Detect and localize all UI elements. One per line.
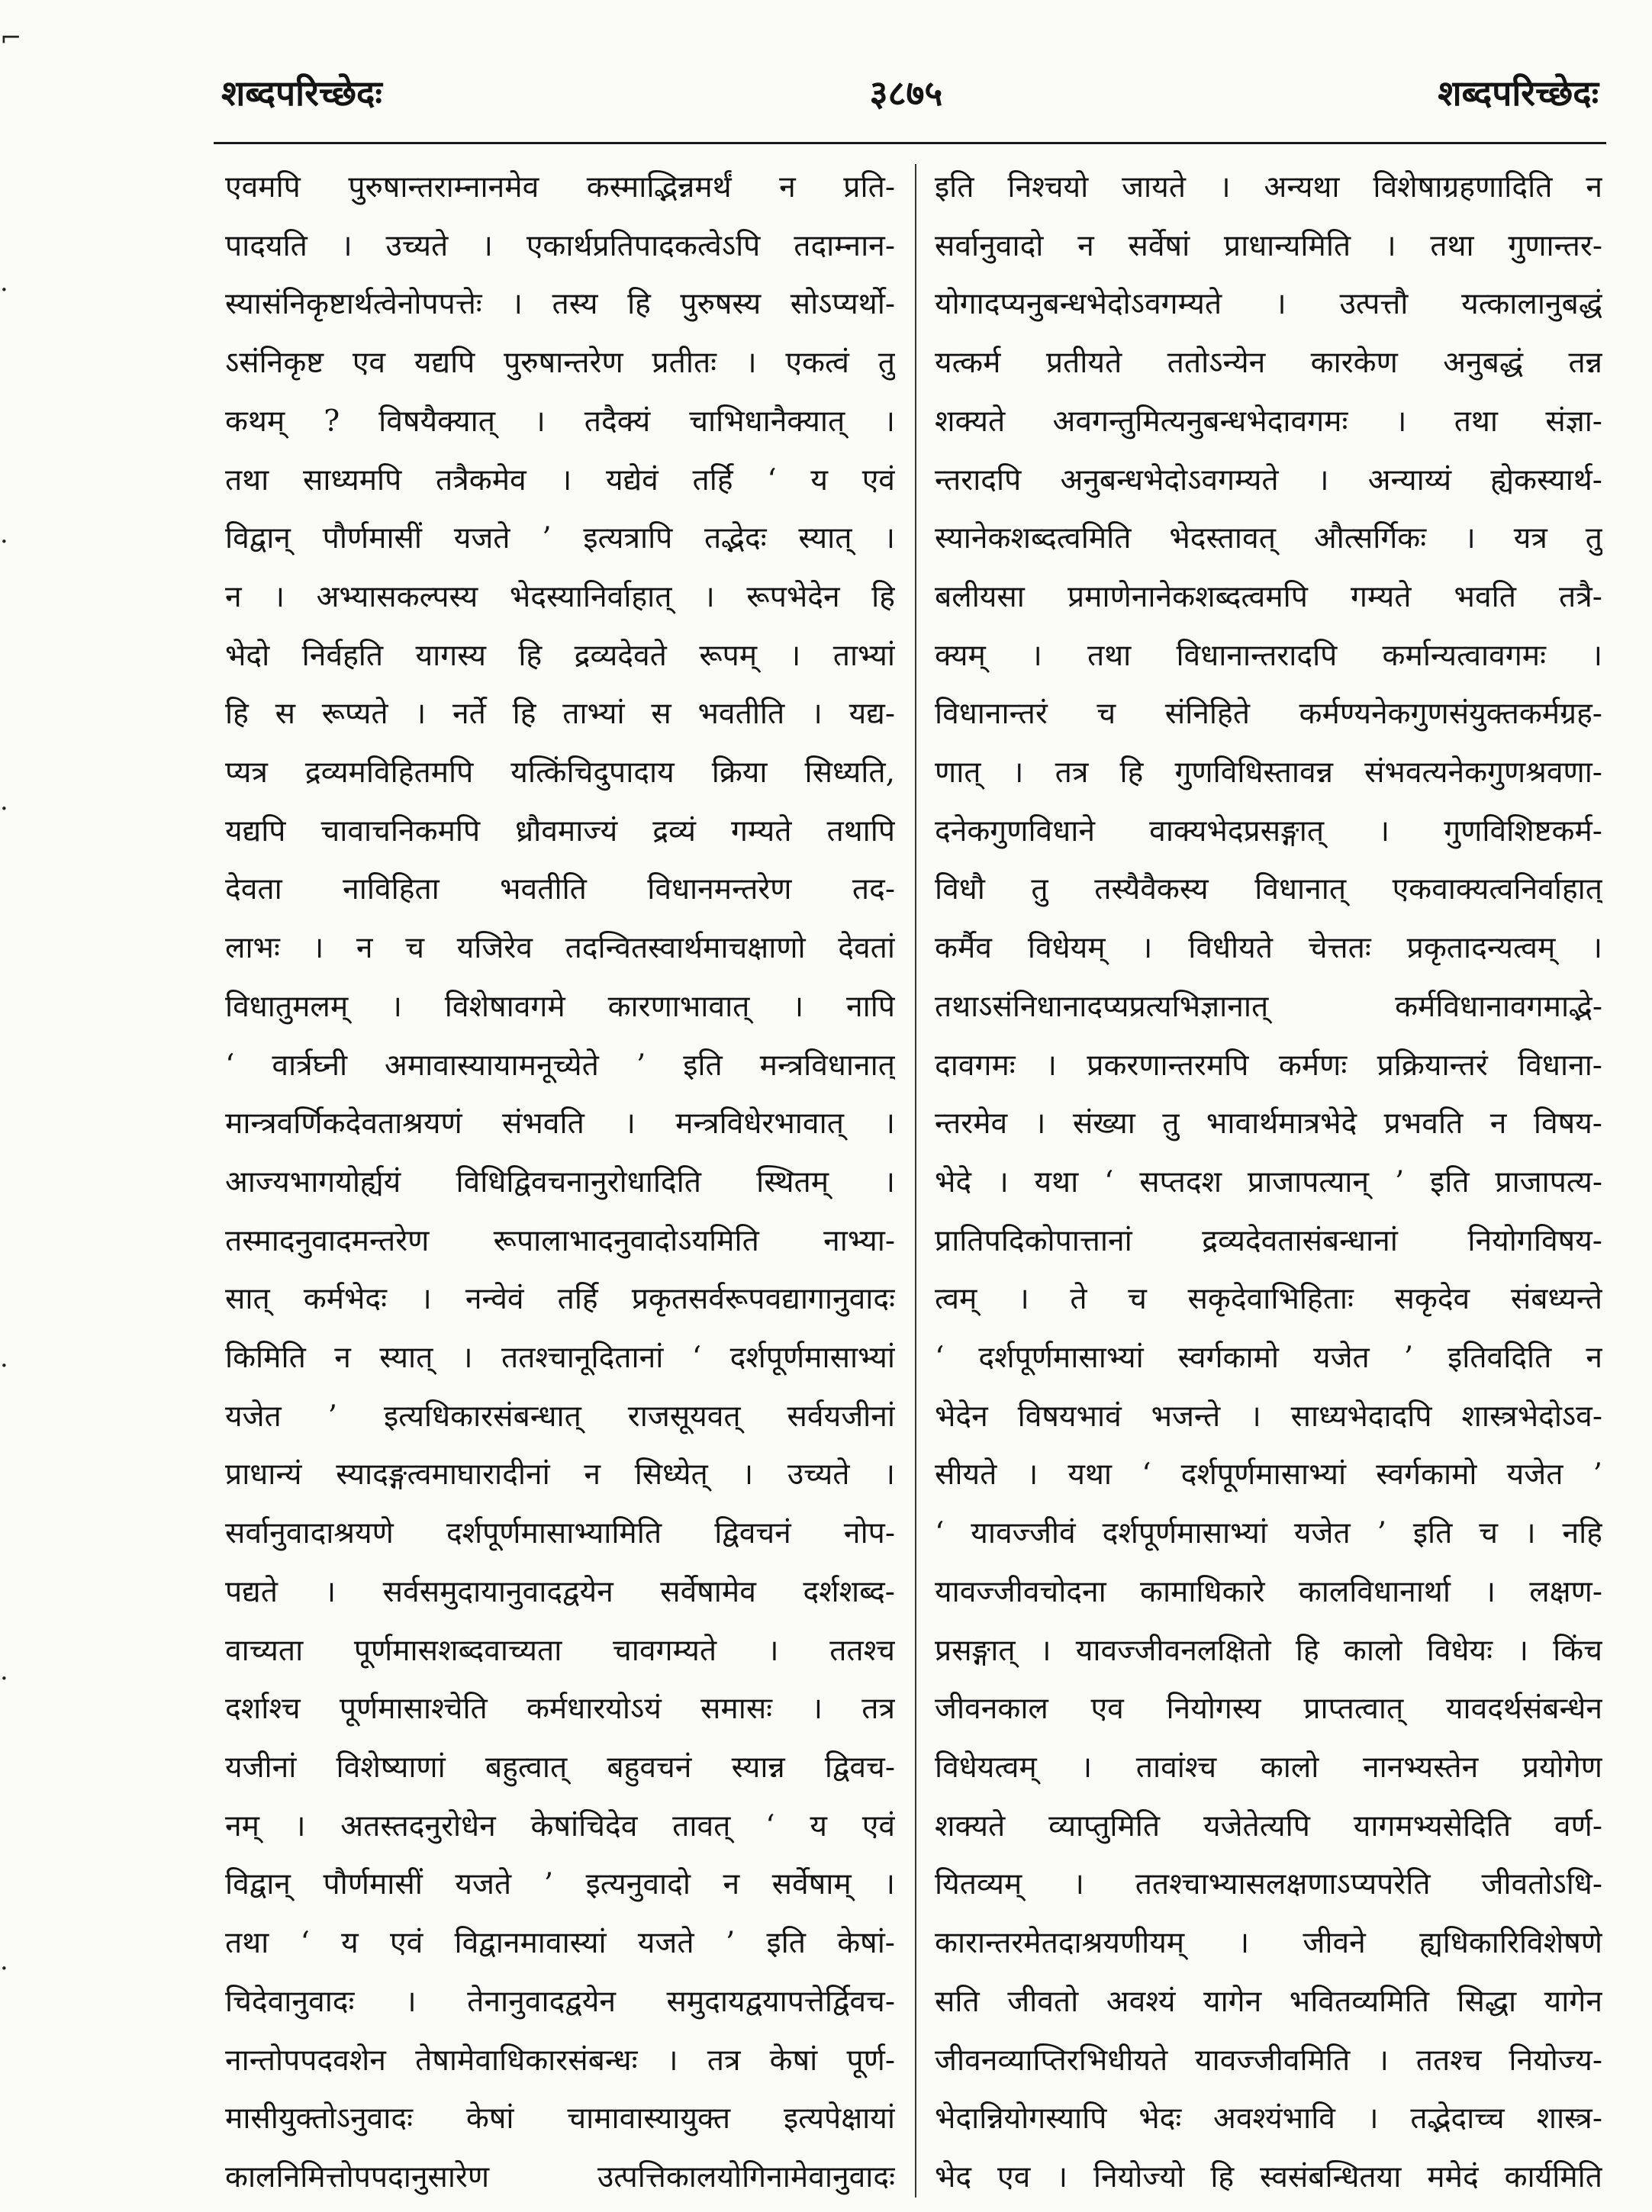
text-line: विधेयत्वम् । तावांश्च कालो नानभ्यस्तेन प्रयोगेण — [935, 1750, 1602, 1785]
text-line: प्रातिपदिकोपात्तानां द्रव्यदेवतासंबन्धानां नियोगविषय- — [935, 1223, 1602, 1258]
text-line: ‘ दर्शपूर्णमासाभ्यां स्वर्गकामो यजेत ’ इतिवदिति न — [935, 1341, 1602, 1376]
text-line: शक्यते व्याप्तुमिति यजेतेत्यपि यागमभ्यसेदिति वर्ण- — [935, 1808, 1602, 1843]
right-column — [935, 168, 1602, 2198]
text-line: कारान्तरमेतदाश्रयणीयम् । जीवने ह्यधिकारिविशेषणे — [935, 1926, 1602, 1961]
text-line: यावज्जीवचोदना कामाधिकारे कालविधानार्था । लक्षण- — [935, 1574, 1602, 1609]
text-line: जीवनव्याप्तिरभिधीयते यावज्जीवमिति । ततश्च नियोज्य- — [935, 2043, 1602, 2078]
text-line: दनेकगुणविधाने वाक्यभेदप्रसङ्गात् । गुणविशिष्टकर्म- — [935, 813, 1602, 848]
text-line: णात् । तत्र हि गुणविधिस्तावन्न संभवत्यनेकगुणश्रवणा- — [935, 755, 1602, 790]
text-line: तथाऽसंनिधानादप्यप्रत्यभिज्ञानात् कर्मविधानावगमाद्भे- — [935, 989, 1602, 1024]
text-line: नान्तोपपदवशेन तेषामेवाधिकारसंबन्धः । तत्र केषां पूर्ण- — [225, 2043, 895, 2078]
text-line: भेद एव । नियोज्यो हि स्वसंबन्धितया ममेदं कार्यमिति — [935, 2159, 1602, 2194]
text-line: मासीयुक्तोऽनुवादः केषां चामावास्यायुक्त इत्यपेक्षायां — [225, 2101, 895, 2136]
text-line: कालनिमित्तोपपदानुसारेण उत्पत्तिकालयोगिनामेवानुवादः — [225, 2159, 895, 2194]
text-line: एवमपि पुरुषान्तराम्नानमेव कस्माद्भिन्नमर्थं न प्रति- — [225, 170, 895, 204]
text-line: भेदेन विषयभावं भजन्ते । साध्यभेदादपि शास्त्रभेदोऽव- — [935, 1399, 1602, 1434]
text-line: सर्वानुवादो न सर्वेषां प्राधान्यमिति । तथा गुणान्तर- — [935, 228, 1602, 263]
text-line: नम् । अतस्तदनुरोधेन केषांचिदेव तावत् ‘ य एवं — [225, 1808, 895, 1843]
text-line: चिदेवानुवादः । तेनानुवादद्वयेन समुदायद्वयापत्तेर्द्विवच- — [225, 1984, 895, 2019]
margin-mark: · — [0, 1953, 8, 1984]
text-line: मान्त्रवर्णिकदेवताश्रयणं संभवति । मन्त्रविधेरभावात् । — [225, 1106, 895, 1141]
text-line: आज्यभागयोर्ह्ययं विधिद्विवचनानुरोधादिति स्थितम् । — [225, 1164, 895, 1199]
left-column — [225, 168, 895, 2198]
text-line: दावगमः । प्रकरणान्तरमपि कर्मणः प्रक्रियान्तरं विधाना- — [935, 1048, 1602, 1083]
text-line: ‘ वार्त्रघ्नी अमावास्यायामनूच्येते ’ इति मन्त्रविधानात् — [225, 1048, 895, 1083]
text-line: बलीयसा प्रमाणेनानेकशब्दत्वमपि गम्यते भवति तत्रै- — [935, 579, 1602, 614]
margin-mark: · — [0, 794, 8, 824]
text-line: भेदान्नियोगस्यापि भेदः अवश्यंभावि । तद्भेदाच्च शास्त्र- — [935, 2101, 1602, 2136]
text-line: यितव्यम् । ततश्चाभ्यासलक्षणाऽप्यपरेति जीवतोऽधि- — [935, 1867, 1602, 1902]
text-line: विधातुमलम् । विशेषावगमे कारणाभावात् । नापि — [225, 989, 895, 1024]
text-line: सीयते । यथा ‘ दर्शपूर्णमासाभ्यां स्वर्गकामो यजेत ’ — [935, 1457, 1602, 1492]
text-line: दर्शाश्च पूर्णमासाश्चेति कर्मधारयोऽयं समासः । तत्र — [225, 1692, 895, 1727]
text-line: ऽसंनिकृष्ट एव यद्यपि पुरुषान्तरेण प्रतीतः । एकत्वं तु — [225, 346, 895, 381]
text-line: भेदो निर्वहति यागस्य हि द्रव्यदेवते रूपम् । ताभ्यां — [225, 638, 895, 673]
margin-mark: · — [0, 275, 8, 305]
text-line: त्वम् । ते च सकृदेवाभिहिताः सकृदेव संबध्यन्ते — [935, 1282, 1602, 1317]
text-line: शक्यते अवगन्तुमित्यनुबन्धभेदावगमः । तथा संज्ञा- — [935, 404, 1602, 439]
text-line: प्यत्र द्रव्यमविहितमपि यत्किंचिदुपादाय क्रिया सिध्यति, — [225, 755, 895, 790]
margin-mark: ⌐ — [0, 23, 22, 53]
text-line: भेदे । यथा ‘ सप्तदश प्राजापत्यान् ’ इति प्राजापत्य- — [935, 1164, 1602, 1199]
text-line: प्राधान्यं स्यादङ्गत्वमाघारादीनां न सिध्येत् । उच्यते । — [225, 1457, 895, 1492]
text-line: न्तरादपि अनुबन्धभेदोऽवगम्यते । अन्याय्यं ह्येकस्यार्थ- — [935, 462, 1602, 497]
text-line: तथा ‘ य एवं विद्वानमावास्यां यजते ’ इति केषां- — [225, 1926, 895, 1961]
margin-mark: · — [0, 1663, 8, 1694]
text-line: क्यम् । तथा विधानान्तरादपि कर्मान्यत्वावगमः । — [935, 638, 1602, 673]
text-line: किमिति न स्यात् । ततश्चानूदितानां ‘ दर्शपूर्णमासाभ्यां — [225, 1341, 895, 1376]
text-line: विद्वान् पौर्णमासीं यजते ’ इत्यनुवादो न सर्वेषाम् । — [225, 1867, 895, 1902]
column-divider — [915, 164, 916, 2198]
text-line: कर्मैव विधेयम् । विधीयते चेत्ततः प्रकृतादन्यत्वम् । — [935, 931, 1602, 966]
text-line: योगादप्यनुबन्धभेदोऽवगम्यते । उत्पत्तौ यत्कालानुबद्धं — [935, 287, 1602, 322]
text-line: स्यासंनिकृष्टार्थत्वेनोपपत्तेः । तस्य हि पुरुषस्य सोऽप्यर्थो- — [225, 287, 895, 322]
text-line: प्रसङ्गात् । यावज्जीवनलक्षितो हि कालो विधेयः । किंच — [935, 1633, 1602, 1668]
text-line: लाभः । न च यजिरेव तदन्वितस्वार्थमाचक्षाणो देवतां — [225, 931, 895, 966]
header-right-title: शब्दपरिच्छेदः — [1438, 72, 1599, 114]
text-line: ‘ यावज्जीवं दर्शपूर्णमासाभ्यां यजेत ’ इति च । नहि — [935, 1516, 1602, 1551]
text-line: पादयति । उच्यते । एकार्थप्रतिपादकत्वेऽपि तदाम्नान- — [225, 228, 895, 263]
text-line: यजेत ’ इत्यधिकारसंबन्धात् राजसूयवत् सर्वयजीनां — [225, 1399, 895, 1434]
text-line: जीवनकाल एव नियोगस्य प्राप्तत्वात् यावदर्थसंबन्धेन — [935, 1692, 1602, 1727]
text-line: इति निश्चयो जायते । अन्यथा विशेषाग्रहणादिति न — [935, 170, 1602, 204]
text-line: सति जीवतो अवश्यं यागेन भवितव्यमिति सिद्धा यागेन — [935, 1984, 1602, 2019]
text-line: हि स रूप्यते । नर्ते हि ताभ्यां स भवतीति । यद्य- — [225, 697, 895, 732]
page-number: ३८७५ — [869, 72, 943, 114]
text-line: विधौ तु तस्यैवैकस्य विधानात् एकवाक्यत्वनिर्वाहात् — [935, 872, 1602, 907]
text-line: तथा साध्यमपि तत्रैकमेव । यद्येवं तर्हि ‘ य एवं — [225, 462, 895, 497]
text-line: देवता नाविहिता भवतीति विधानमन्तरेण तद- — [225, 872, 895, 907]
header-left-title: शब्दपरिच्छेदः — [221, 72, 382, 114]
text-line: सर्वानुवादाश्रयणे दर्शपूर्णमासाभ्यामिति द्विवचनं नोप- — [225, 1516, 895, 1551]
text-line: वाच्यता पूर्णमासशब्दवाच्यता चावगम्यते । ततश्च — [225, 1633, 895, 1668]
text-line: विद्वान् पौर्णमासीं यजते ’ इत्यत्रापि तद्भेदः स्यात् । — [225, 521, 895, 556]
text-line: न । अभ्यासकल्पस्य भेदस्यानिर्वाहात् । रूपभेदेन हि — [225, 579, 895, 614]
text-line: कथम् ? विषयैक्यात् । तदैक्यं चाभिधानैक्यात् । — [225, 404, 895, 439]
margin-mark: · — [0, 526, 8, 557]
margin-mark: · — [0, 1351, 8, 1381]
text-line: न्तरमेव । संख्या तु भावार्थमात्रभेदे प्रभवति न विषय- — [935, 1106, 1602, 1141]
text-line: स्यानेकशब्दत्वमिति भेदस्तावत् औत्सर्गिकः । यत्र तु — [935, 521, 1602, 556]
text-line: विधानान्तरं च संनिहिते कर्मण्यनेकगुणसंयुक्तकर्मग्रह- — [935, 697, 1602, 732]
text-line: यत्कर्म प्रतीयते ततोऽन्येन कारकेण अनुबद्धं तन्न — [935, 346, 1602, 381]
text-line: पद्यते । सर्वसमुदायानुवादद्वयेन सर्वेषामेव दर्शशब्द- — [225, 1574, 895, 1609]
text-line: यजीनां विशेष्याणां बहुत्वात् बहुवचनं स्यान्न द्विवच- — [225, 1750, 895, 1785]
running-header — [206, 69, 1606, 130]
text-line: सात् कर्मभेदः । नन्वेवं तर्हि प्रकृतसर्वरूपवद्यागानुवादः — [225, 1282, 895, 1317]
header-rule — [214, 142, 1606, 144]
text-line: तस्मादनुवादमन्तरेण रूपालाभादनुवादोऽयमिति नाभ्या- — [225, 1223, 895, 1258]
text-line: यद्यपि चावाचनिकमपि ध्रौवमाज्यं द्रव्यं गम्यते तथापि — [225, 813, 895, 848]
